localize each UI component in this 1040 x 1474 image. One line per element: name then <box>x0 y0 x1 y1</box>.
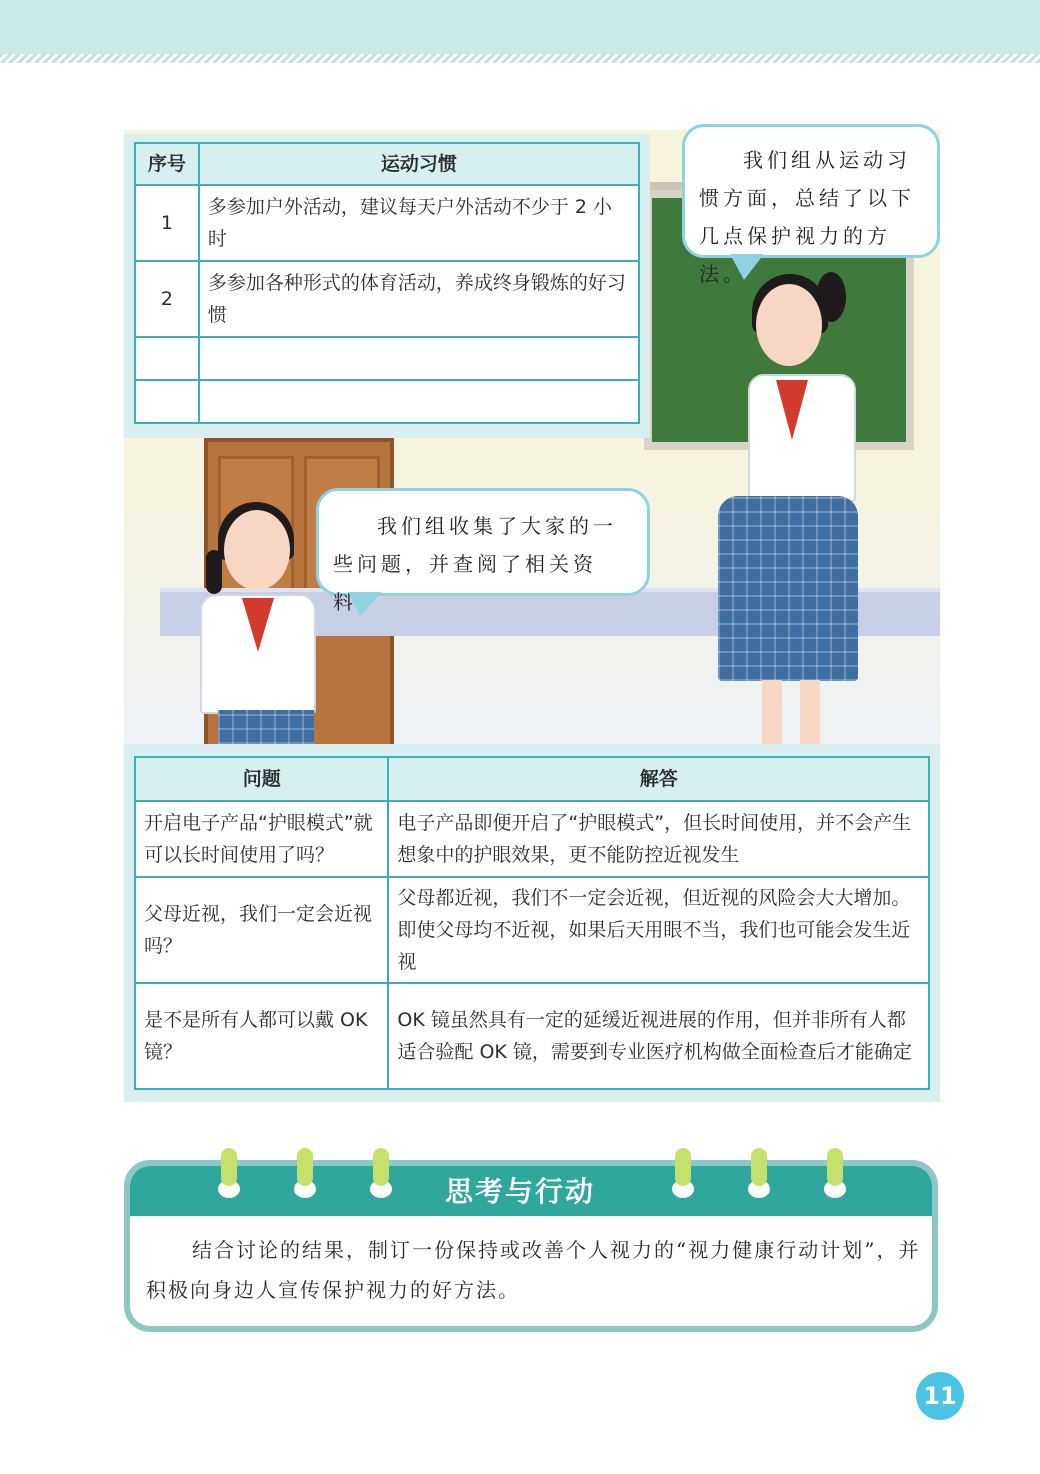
speech-bubble-right-tail <box>730 254 764 280</box>
question-cell: 父母近视，我们一定会近视吗？ <box>135 877 388 983</box>
row-number <box>135 380 199 423</box>
row-habit: 多参加户外活动，建议每天户外活动不少于 2 小时 <box>199 185 639 261</box>
column-header-question: 问题 <box>135 757 388 801</box>
header-band <box>0 0 1040 54</box>
table-header-row <box>135 143 639 185</box>
table-header-row <box>135 757 929 801</box>
row-number <box>135 337 199 380</box>
question-cell: 是不是所有人都可以戴 OK 镜？ <box>135 983 388 1089</box>
row-habit <box>199 337 639 380</box>
table-row <box>135 983 929 1089</box>
column-header-habit: 运动习惯 <box>199 143 639 185</box>
qa-table <box>134 756 930 1090</box>
column-header-number: 序号 <box>135 143 199 185</box>
exercise-habits-table <box>134 142 640 424</box>
header-stripe <box>0 54 1040 63</box>
row-number: 1 <box>135 185 199 261</box>
think-and-act-title: 思考与行动 <box>444 1175 595 1208</box>
answer-cell: OK 镜虽然具有一定的延缓近视进展的作用，但并非所有人都适合验配 OK 镜，需要到专业医疗机构做全面检查后才能确定 <box>388 983 929 1089</box>
speech-bubble-middle-text: 我们组收集了大家的一些问题，并查阅了相关资料。 <box>333 514 617 614</box>
row-number: 2 <box>135 261 199 337</box>
speech-bubble-right-text: 我们组从运动习惯方面，总结了以下几点保护视力的方法。 <box>699 148 915 286</box>
answer-cell: 父母都近视，我们不一定会近视，但近视的风险会大大增加。即使父母均不近视，如果后天用眼不当，我们也可能会发生近视 <box>388 877 929 983</box>
speech-bubble-right <box>682 124 940 286</box>
table-row-empty <box>135 337 639 380</box>
column-header-answer: 解答 <box>388 757 929 801</box>
question-cell: 开启电子产品“护眼模式”就可以长时间使用了吗？ <box>135 801 388 877</box>
speech-bubble-middle-tail <box>348 592 382 616</box>
row-habit: 多参加各种形式的体育活动，养成终身锻炼的好习惯 <box>199 261 639 337</box>
table-row <box>135 261 639 337</box>
table-row-empty <box>135 380 639 423</box>
student-girl-right <box>704 270 904 744</box>
think-and-act-body: 结合讨论的结果，制订一份保持或改善个人视力的“视力健康行动计划”，并积极向身边人宣传保护视力的好方法。 <box>146 1238 921 1302</box>
page-number: 11 <box>916 1372 964 1420</box>
speech-bubble-middle <box>316 488 650 614</box>
table-row <box>135 801 929 877</box>
table-row <box>135 877 929 983</box>
answer-cell: 电子产品即便开启了“护眼模式”，但长时间使用，并不会产生想象中的护眼效果，更不能防控近视发生 <box>388 801 929 877</box>
table-row <box>135 185 639 261</box>
row-habit <box>199 380 639 423</box>
